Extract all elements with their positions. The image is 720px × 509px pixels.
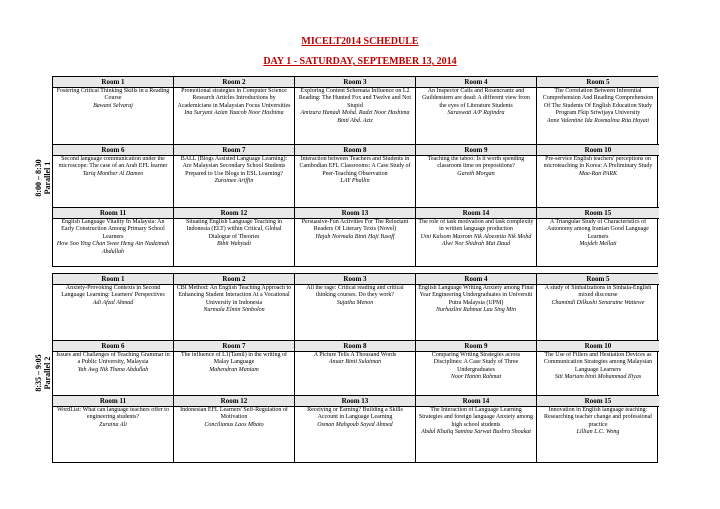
session-authors: How Soo Ying Chan Swee Heng Ain Nadzimah Abdullah bbox=[56, 241, 170, 255]
room-header: Room 12 bbox=[174, 396, 295, 407]
room-header: Room 7 bbox=[174, 341, 295, 352]
session-cell bbox=[53, 156, 174, 208]
room-header: Room 1 bbox=[53, 77, 174, 88]
session-authors: Ina Suryani Azian Yaacob Noor Hashima bbox=[184, 110, 284, 117]
room-header: Room 14 bbox=[416, 208, 537, 219]
parallel-2-label bbox=[34, 328, 52, 418]
session-authors: Mojdeh Mellati bbox=[579, 241, 617, 248]
room-header: Room 7 bbox=[174, 145, 295, 156]
session-authors: Saraswati A/P Rajindra bbox=[447, 110, 505, 117]
session-title: Second language communication under the microscope: The case of an Arab EFL learner bbox=[58, 156, 168, 170]
session-title: The Interaction of Language Learning Strategies and foreign language Anxiety among high school students bbox=[418, 407, 534, 428]
session-authors: Gareth Morgan bbox=[457, 170, 495, 177]
room-header: Room 10 bbox=[537, 341, 659, 352]
session-title: Teaching the taboo: Is it worth spending classroom time on prepositions? bbox=[427, 156, 525, 170]
session-authors: Adi Afzal Ahmad bbox=[92, 299, 134, 306]
session-title: Anxiety-Provoking Contexts in Second Language Learning: Learners' Perspectives bbox=[61, 285, 165, 299]
session-authors: Amizura Hanadi Mohd. Radzi Noor Hashima Binti Abd. Aziz bbox=[300, 110, 410, 124]
session-cell bbox=[53, 219, 174, 266]
room-header: Room 2 bbox=[174, 274, 295, 285]
session-title: The Correlation Between Inferential Comprehension And Reading Comprehension Of The Students Of English Education Study Program Fkip Sriwijaya University bbox=[542, 88, 654, 117]
session-cell bbox=[174, 88, 295, 145]
session-title: English Language Vitality In Malaysia: An Early Construction Among Primary School Learners bbox=[61, 219, 165, 240]
room-header: Room 9 bbox=[416, 341, 537, 352]
parallel-1-name: Parallel 1 bbox=[43, 161, 52, 195]
session-cell bbox=[53, 407, 174, 463]
session-title: Fostering Critical Thinking Skills in a Reading Course bbox=[56, 88, 170, 102]
session-title: CBI Method: An English Teaching Approach to Enhancing Student Interaction At a Vocational University in Indonesia bbox=[176, 285, 292, 306]
session-title: Issues and Challenges of Teaching Grammar in a Public University, Malaysia bbox=[56, 352, 170, 366]
session-title: A study of Sinhalizations in Sinhala-English mixed discourse bbox=[544, 285, 652, 299]
session-authors: Zuraina Ali bbox=[99, 421, 127, 428]
room-header: Room 6 bbox=[53, 341, 174, 352]
session-title: English Language Writing Anxiety among Final Year Engineering Undergraduates in Universiti Putra Malaysia (UPM) bbox=[418, 285, 534, 306]
session-cell bbox=[53, 88, 174, 145]
room-header: Room 3 bbox=[295, 274, 416, 285]
session-authors: Concilianus Laos Mbato bbox=[204, 421, 264, 428]
session-cell bbox=[295, 285, 416, 341]
session-title: The Use of Fillers and Hesitation Devices as Communication Strategies among Malaysian Language Learners bbox=[543, 352, 653, 373]
session-cell bbox=[174, 407, 295, 463]
room-header: Room 10 bbox=[537, 145, 659, 156]
session-authors: Noor Hanim Rahmat bbox=[450, 374, 502, 381]
session-title: Situating English Language Teaching in Indonesia (ELT) within Critical, Global Dialogue of Theories bbox=[185, 219, 283, 240]
room-header: Room 6 bbox=[53, 145, 174, 156]
session-authors: Nurmala Elmin Simbolon bbox=[203, 307, 265, 314]
session-authors: Hajah Normala Binti Haji Yusoff bbox=[315, 233, 395, 240]
session-title: A Triangular Study of Characteristics of Autonomy among Iranian Good Language Learners bbox=[547, 219, 649, 240]
session-title: Pre-service English teachers' perceptions on microteaching in Korea: A Preliminary Study bbox=[543, 156, 653, 170]
room-header: Room 5 bbox=[537, 77, 659, 88]
session-title: BALL (Blogs Assisted Language Learning): Are Malaysian Secondary School Students Prepared to Use Blogs in ESL Learning? bbox=[180, 156, 288, 177]
session-cell bbox=[295, 219, 416, 266]
room-header: Room 11 bbox=[53, 208, 174, 219]
session-title: WordList: What can language teachers offer to engineering students? bbox=[57, 407, 169, 421]
session-title: All the rage: Critical reading and critical thinking courses. Do they work? bbox=[306, 285, 404, 299]
session-authors: Osman Mahgoub Sayed Ahmed bbox=[317, 421, 393, 428]
parallel-2-table bbox=[52, 273, 658, 463]
session-authors: Nurhazlini Rahmat Lau Sing Min bbox=[436, 307, 516, 314]
room-header: Room 8 bbox=[295, 341, 416, 352]
session-cell bbox=[416, 407, 537, 463]
session-cell bbox=[53, 285, 174, 341]
session-cell bbox=[295, 352, 416, 396]
session-cell bbox=[537, 88, 659, 145]
schedule-title: MICELT2014 SCHEDULE bbox=[301, 36, 419, 47]
room-header: Room 3 bbox=[295, 77, 416, 88]
session-authors: LAY Phallin bbox=[340, 178, 370, 185]
session-title: The role of task motivation and task complexity in written language production bbox=[418, 219, 534, 233]
room-header: Room 15 bbox=[537, 396, 659, 407]
session-authors: Mahendran Maniam bbox=[209, 366, 259, 373]
session-title: Persuasive-Fun Activities For The Reluctant Readers Of Literary Texts (Novel) bbox=[301, 219, 409, 233]
session-cell bbox=[174, 285, 295, 341]
session-cell bbox=[416, 156, 537, 208]
session-title: An Inspector Calls and Rosencrantz and Guildenstern are dead: A different view from the eyes of Literature Students bbox=[422, 88, 530, 109]
parallel-1-table bbox=[52, 76, 658, 267]
session-cell bbox=[416, 285, 537, 341]
session-authors: Siti Mariam binti Mohammad Iliyas bbox=[554, 374, 642, 381]
session-authors: Sujatha Menon bbox=[336, 299, 374, 306]
session-cell bbox=[416, 88, 537, 145]
session-authors: Chamindi Dilkushi Senaratne Wattewe bbox=[551, 299, 645, 306]
session-authors: Yah Awg Nik Thana Abdullah bbox=[77, 366, 149, 373]
session-title: Comparing Writing Strategies across Disciplines: A Case Study of Three Undergraduates bbox=[431, 352, 521, 373]
session-title: Exploring Content Schemata Influence on L2 Reading: The Hunted Fox and Twelve and Not Stupid bbox=[298, 88, 412, 109]
session-cell bbox=[53, 352, 174, 396]
room-header: Room 4 bbox=[416, 274, 537, 285]
session-authors: Anuar Binti Sulaiman bbox=[328, 359, 382, 366]
session-cell bbox=[416, 219, 537, 266]
session-title: A Picture Tells A Thousand Words bbox=[313, 352, 397, 358]
session-authors: Bibit Wahyudi bbox=[217, 241, 251, 248]
session-authors: Tariq Monther Al Dameo bbox=[82, 170, 144, 177]
room-header: Room 4 bbox=[416, 77, 537, 88]
session-authors: Bawani Selvaraj bbox=[93, 102, 133, 109]
room-header: Room 15 bbox=[537, 208, 659, 219]
session-cell bbox=[174, 352, 295, 396]
session-cell bbox=[295, 88, 416, 145]
parallel-2-time: 8:35 – 9:05 bbox=[34, 354, 43, 392]
room-header: Room 12 bbox=[174, 208, 295, 219]
session-cell bbox=[537, 352, 659, 396]
parallel-1-time: 8:00 – 8:30 bbox=[34, 159, 43, 197]
session-cell bbox=[295, 407, 416, 463]
room-header: Room 8 bbox=[295, 145, 416, 156]
room-header: Room 13 bbox=[295, 208, 416, 219]
parallel-2-name: Parallel 2 bbox=[43, 356, 52, 390]
room-header: Room 14 bbox=[416, 396, 537, 407]
session-title: Innovation in English language teaching: Researching teacher change and professional practice bbox=[544, 407, 652, 428]
room-header: Room 13 bbox=[295, 396, 416, 407]
session-cell bbox=[416, 352, 537, 396]
session-cell bbox=[537, 285, 659, 341]
session-title: The influence of L1(Tamil) in the writing of Malay Language bbox=[180, 352, 288, 366]
session-cell bbox=[537, 156, 659, 208]
session-authors: Abdul Khaliq Samina Sarwat Bushra Shoukat bbox=[421, 429, 531, 436]
session-cell bbox=[295, 156, 416, 208]
session-authors: Anne Valentine Ida Rosmalina Rita Hayati bbox=[546, 117, 650, 124]
room-header: Room 9 bbox=[416, 145, 537, 156]
session-cell bbox=[174, 219, 295, 266]
session-cell bbox=[174, 156, 295, 208]
room-header: Room 11 bbox=[53, 396, 174, 407]
session-cell bbox=[537, 407, 659, 463]
session-title: Receiving or Earning? Building a Skills Account in Language Learning bbox=[307, 407, 403, 421]
parallel-1-label bbox=[34, 133, 52, 223]
room-header: Room 1 bbox=[53, 274, 174, 285]
session-cell bbox=[537, 219, 659, 266]
room-header: Room 2 bbox=[174, 77, 295, 88]
session-authors: Umi Kalsom Masrom Nik Aloesnita Nik Mohd Alwi Nor Shidrah Mat Daud bbox=[420, 233, 532, 248]
session-title: Interaction between Teachers and Students in Cambodian EFL Classrooms: A Case Study of Peer-Teaching Observation bbox=[299, 156, 411, 177]
session-authors: Mae-Ran PARK bbox=[578, 170, 618, 177]
session-title: Indonesian EFL Learners' Self-Regulation of Motivation bbox=[180, 407, 288, 421]
session-title: Promotional strategies in Computer Science Research Articles Introductions by Academicians in Malaysian Focus Universities bbox=[177, 88, 291, 109]
day-subtitle: DAY 1 - SATURDAY, SEPTEMBER 13, 2014 bbox=[263, 56, 457, 67]
session-authors: Lillian L.C. Wong bbox=[576, 429, 620, 436]
session-authors: Zurainee Ariffin bbox=[214, 178, 254, 185]
room-header: Room 5 bbox=[537, 274, 659, 285]
